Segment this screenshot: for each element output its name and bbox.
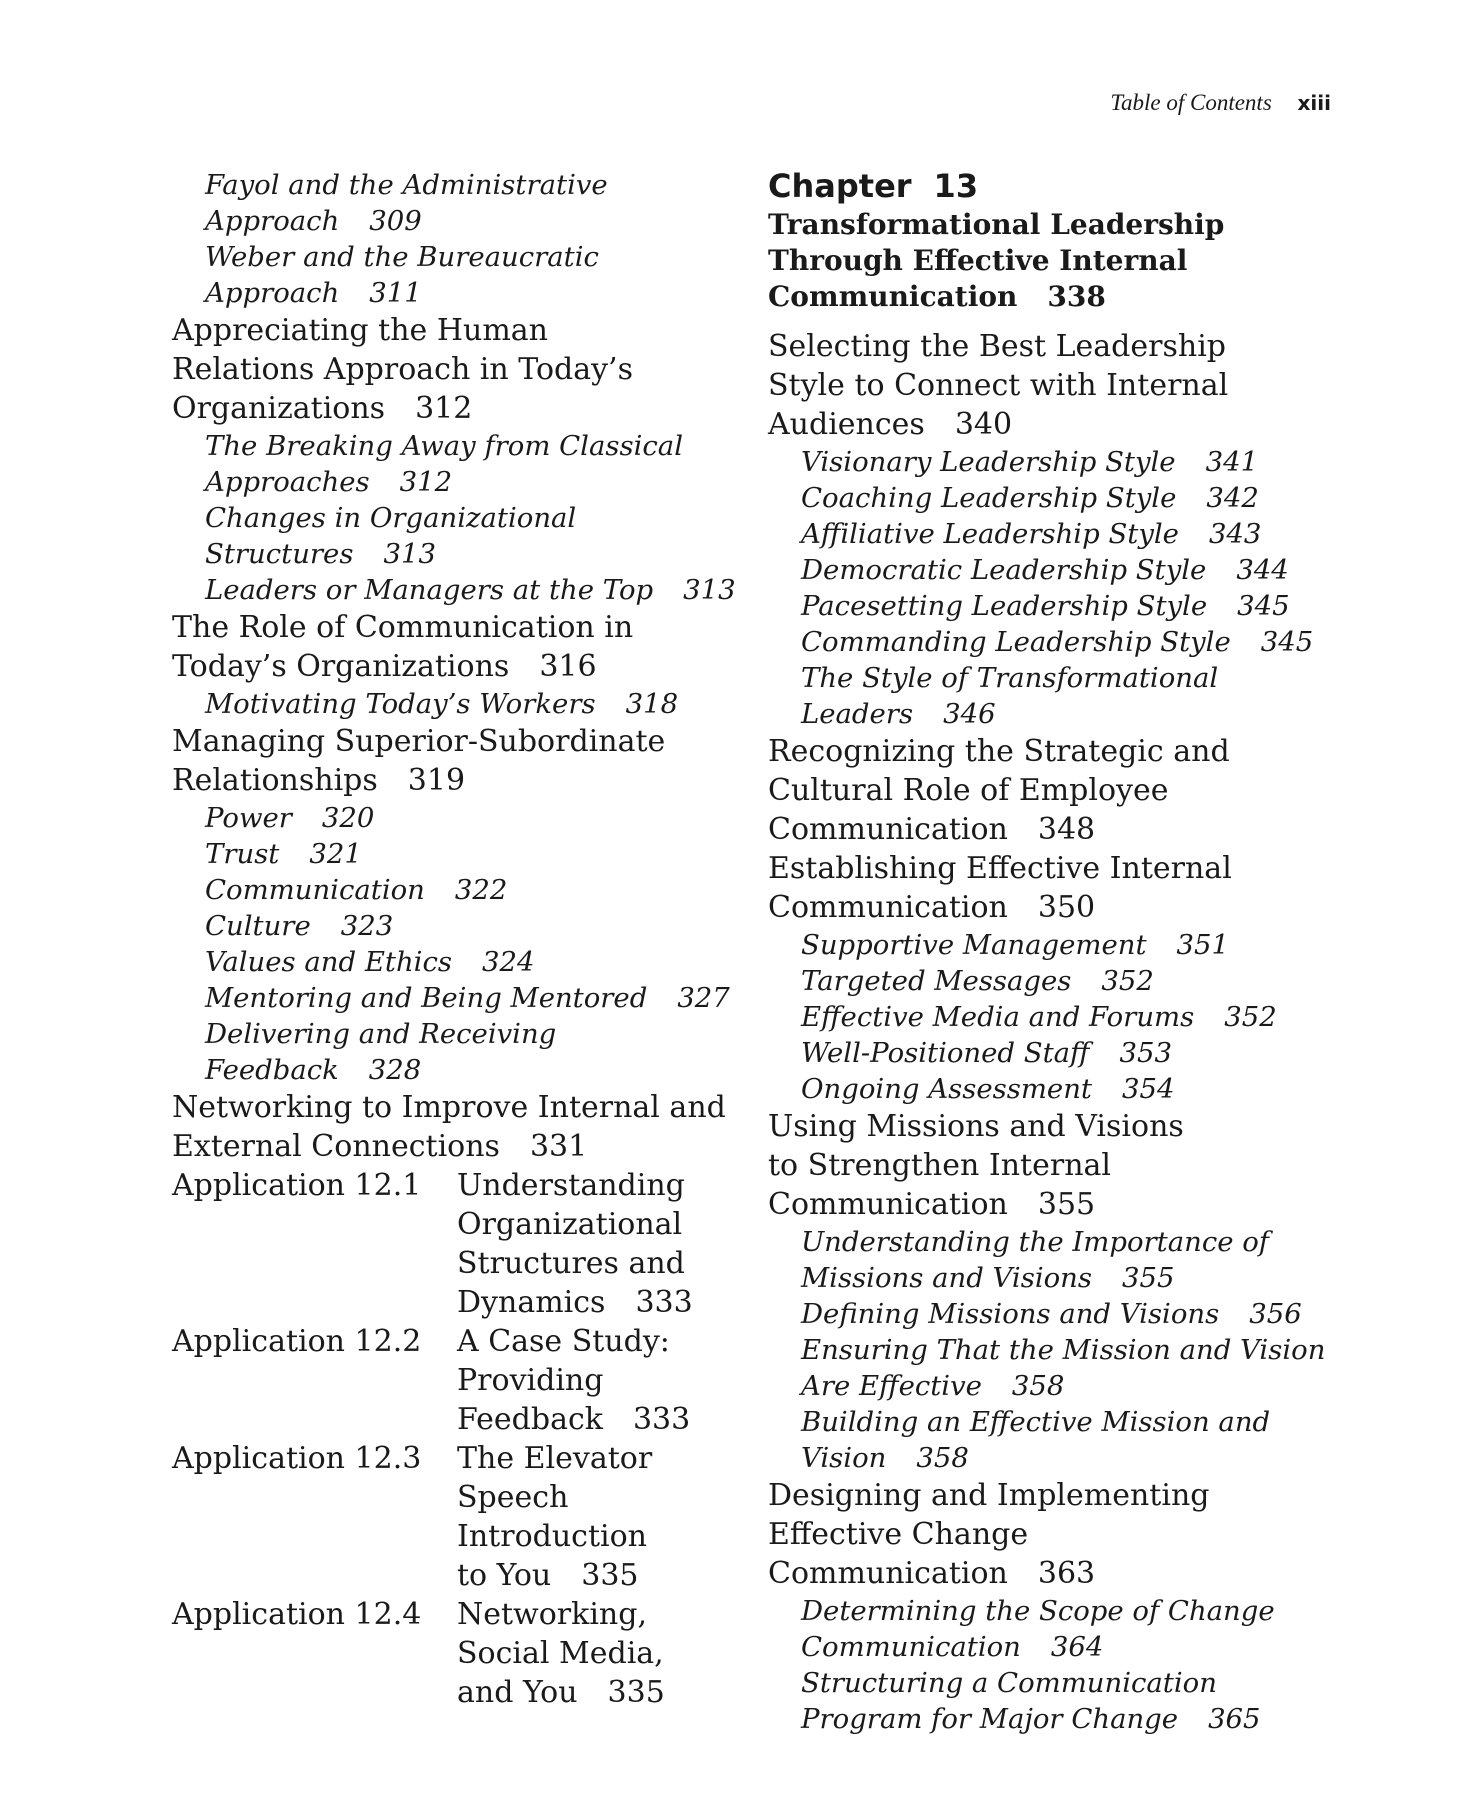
entry-title-line: Motivating Today’s Workers [205,688,596,720]
entry-title-line: Relationships [172,763,378,798]
toc-section-entry [172,311,742,428]
entry-title-line: Building an Effective Mission and [801,1406,1271,1438]
entry-title-line: Delivering and Receiving [205,1018,557,1050]
entry-page-number: 363 [1037,1556,1096,1591]
chapter-label: Chapter [768,167,912,205]
entry-title-line: Understanding the Importance of [801,1226,1269,1258]
entry-page-number: 312 [415,391,473,426]
chapter-title [768,207,1338,315]
entry-page-number: 313 [683,574,736,606]
entry-title-line: Using Missions and Visions [768,1109,1184,1144]
entry-title-line: Leaders [801,698,914,730]
toc-subsection-entry [172,167,742,239]
application-label: Application 12.4 [172,1597,422,1632]
entry-title-line: Speech [457,1480,569,1515]
entry-title-line: Trust [205,838,280,870]
entry-title-line: Approach [205,277,340,309]
toc-section-entry [768,732,1338,849]
toc-subsection-entry [768,1593,1338,1665]
toc-subsection-entry [768,1071,1338,1107]
application-label: Application 12.1 [172,1168,422,1203]
entry-title-line: Communication [768,812,1008,847]
entry-title-line: The Breaking Away from Classical [205,430,683,462]
entry-title-line: Culture [205,910,311,942]
entry-title-line: to Strengthen Internal [768,1148,1111,1183]
entry-title-line: The Role of Communication in [172,610,634,645]
entry-title-line: Structuring a Communication [801,1667,1217,1699]
entry-page-number: 365 [1208,1703,1261,1735]
entry-title-line: External Connections [172,1129,500,1164]
entry-title-line: Selecting the Best Leadership [768,329,1226,364]
entry-title-line: Program for Major Change [801,1703,1179,1735]
chapter-number: 13 [933,167,979,205]
toc-subsection-entry [768,963,1338,999]
toc-subsection-entry [768,480,1338,516]
entry-page-number: 328 [368,1054,422,1086]
entry-title-line: Understanding [457,1168,685,1203]
chapter-title-line: Communication [768,280,1018,313]
toc-section-entry [768,327,1338,444]
entry-title-line: Communication [768,1187,1008,1222]
toc-left-column [172,167,742,1712]
entry-title-line: Structures [205,538,354,570]
entry-title-line: Feedback [205,1054,339,1086]
entry-title-line: Mentoring and Being Mentored [205,982,648,1014]
entry-title-line: Fayol and the Administrative [205,169,608,201]
toc-subsection-entry [172,836,742,872]
entry-page-number: 352 [1101,965,1154,997]
entry-page-number: 311 [369,277,422,309]
entry-title-line: Social Media, [457,1636,664,1671]
entry-page-number: 323 [340,910,394,942]
toc-subsection-entry [768,660,1338,732]
entry-title-line: A Case Study: [457,1324,670,1359]
entry-title-line: Communication [768,890,1008,925]
entry-title-line: Power [205,802,292,834]
entry-title-line: Defining Missions and Visions [801,1298,1220,1330]
entry-title-line: to You [457,1558,552,1593]
application-entry [172,1439,742,1595]
entry-title-line: Determining the Scope of Change [801,1595,1275,1627]
entry-page-number: 313 [383,538,436,570]
entry-title-line: Appreciating the Human [172,313,548,348]
toc-subsection-entry [172,800,742,836]
entry-title-line: Well-Positioned Staff [801,1037,1090,1069]
toc-subsection-entry [172,686,742,722]
entry-page-number: 333 [635,1285,693,1320]
entry-page-number: 333 [632,1402,691,1437]
entry-title-line: Ongoing Assessment [801,1073,1092,1105]
entry-title-line: Structures and [457,1246,685,1281]
toc-subsection-entry [768,1332,1338,1404]
toc-section-entry [172,1088,742,1166]
entry-title-line: Commanding Leadership Style [801,626,1231,658]
header-title: Table of Contents [1110,90,1272,115]
toc-subsection-entry [172,1016,742,1088]
application-entry [172,1595,742,1712]
header-page-number: xiii [1297,91,1331,115]
entry-title-line: and You [457,1675,578,1710]
entry-title-line: Providing [457,1363,604,1398]
entry-title-line: Are Effective [801,1370,982,1402]
entry-title-line: Coaching Leadership Style [801,482,1177,514]
entry-title-line: The Style of Transformational [801,662,1219,694]
entry-title-line: Approaches [205,466,370,498]
application-entry [172,1322,742,1439]
entry-title-line: Leaders or Managers at the Top [205,574,654,606]
toc-subsection-entry [768,1296,1338,1332]
toc-subsection-entry [172,239,742,311]
entry-title-line: Changes in Organizational [205,502,577,534]
entry-title-line: Feedback [457,1402,603,1437]
entry-page-number: 364 [1050,1631,1104,1663]
right-entry-list [768,327,1338,1737]
entry-title-line: Dynamics [457,1285,606,1320]
entry-page-number: 358 [1011,1370,1065,1402]
application-entry [172,1166,742,1322]
entry-title-line: Organizations [172,391,386,426]
entry-page-number: 345 [1237,590,1290,622]
entry-page-number: 344 [1236,554,1289,586]
entry-page-number: 327 [677,982,730,1014]
application-title [457,1439,742,1595]
entry-title-line: Democratic Leadership Style [801,554,1207,586]
entry-title-line: Missions and Visions [801,1262,1093,1294]
entry-page-number: 358 [916,1442,969,1474]
entry-page-number: 322 [454,874,508,906]
entry-page-number: 342 [1206,482,1259,514]
chapter-page-number: 338 [1047,280,1106,313]
entry-page-number: 340 [954,407,1013,442]
entry-page-number: 348 [1037,812,1096,847]
application-title [457,1595,742,1712]
toc-subsection-entry [172,572,742,608]
entry-title-line: Managing Superior-Subordinate [172,724,666,759]
application-title [457,1166,742,1322]
entry-title-line: Weber and the Bureaucratic [205,241,599,273]
entry-page-number: 352 [1224,1001,1277,1033]
entry-page-number: 343 [1208,518,1262,550]
toc-subsection-entry [768,552,1338,588]
toc-section-entry [172,608,742,686]
entry-page-number: 335 [581,1558,639,1593]
chapter-title-line: Through Effective Internal [768,244,1188,277]
toc-subsection-entry [172,428,742,500]
entry-title-line: Networking to Improve Internal and [172,1090,726,1125]
entry-page-number: 316 [539,649,597,684]
entry-title-line: Visionary Leadership Style [801,446,1176,478]
entry-title-line: Organizational [457,1207,683,1242]
entry-title-line: Today’s Organizations [172,649,510,684]
toc-subsection-entry [172,500,742,572]
entry-title-line: Communication [205,874,425,906]
toc-section-entry [768,1107,1338,1224]
toc-subsection-entry [172,980,742,1016]
entry-page-number: 324 [481,946,535,978]
toc-section-entry [768,1476,1338,1593]
toc-section-entry [172,722,742,800]
application-label: Application 12.2 [172,1324,422,1359]
entry-page-number: 341 [1205,446,1259,478]
entry-page-number: 309 [369,205,422,237]
entry-title-line: Pacesetting Leadership Style [801,590,1208,622]
entry-page-number: 312 [399,466,453,498]
entry-title-line: Vision [801,1442,887,1474]
toc-subsection-entry [172,908,742,944]
entry-page-number: 335 [607,1675,665,1710]
entry-title-line: Communication [801,1631,1021,1663]
entry-title-line: Establishing Effective Internal [768,851,1232,886]
entry-title-line: Cultural Role of Employee [768,773,1169,808]
entry-title-line: Recognizing the Strategic and [768,734,1230,769]
toc-subsection-entry [768,588,1338,624]
entry-title-line: Supportive Management [801,929,1147,961]
entry-page-number: 319 [407,763,466,798]
entry-title-line: Networking, [457,1597,647,1632]
entry-title-line: Audiences [768,407,925,442]
toc-section-entry [768,849,1338,927]
entry-page-number: 354 [1121,1073,1175,1105]
entry-page-number: 353 [1119,1037,1173,1069]
entry-page-number: 318 [625,688,679,720]
entry-page-number: 355 [1037,1187,1096,1222]
entry-title-line: Targeted Messages [801,965,1072,997]
entry-title-line: Introduction [457,1519,647,1554]
entry-title-line: Designing and Implementing [768,1478,1210,1513]
entry-title-line: Relations Approach in Today’s [172,352,633,387]
entry-title-line: Style to Connect with Internal [768,368,1229,403]
entry-title-line: Approach [205,205,340,237]
running-header [1110,90,1331,116]
toc-subsection-entry [768,1404,1338,1476]
entry-page-number: 331 [529,1129,588,1164]
toc-subsection-entry [768,927,1338,963]
toc-subsection-entry [768,444,1338,480]
entry-page-number: 355 [1122,1262,1175,1294]
toc-subsection-entry [768,1224,1338,1296]
toc-subsection-entry [768,1665,1338,1737]
toc-subsection-entry [172,872,742,908]
chapter-heading [768,167,1338,205]
toc-right-column [768,167,1338,1737]
entry-page-number: 320 [321,802,375,834]
toc-subsection-entry [768,1035,1338,1071]
entry-page-number: 346 [943,698,996,730]
entry-page-number: 345 [1260,626,1314,658]
entry-title-line: Effective Media and Forums [801,1001,1195,1033]
application-list [172,1166,742,1712]
toc-subsection-entry [172,944,742,980]
application-title [457,1322,742,1439]
entry-title-line: Affiliative Leadership Style [801,518,1179,550]
entry-title-line: Ensuring That the Mission and Vision [801,1334,1326,1366]
toc-subsection-entry [768,516,1338,552]
entry-title-line: Values and Ethics [205,946,452,978]
chapter-title-line: Transformational Leadership [768,208,1225,241]
entry-title-line: Effective Change Communication [768,1517,1029,1591]
toc-subsection-entry [768,999,1338,1035]
toc-subsection-entry [768,624,1338,660]
entry-page-number: 351 [1176,929,1230,961]
application-label: Application 12.3 [172,1441,422,1476]
left-entry-list [172,167,742,1166]
entry-page-number: 350 [1037,890,1096,925]
entry-title-line: The Elevator [457,1441,653,1476]
entry-page-number: 356 [1249,1298,1302,1330]
entry-page-number: 321 [309,838,362,870]
